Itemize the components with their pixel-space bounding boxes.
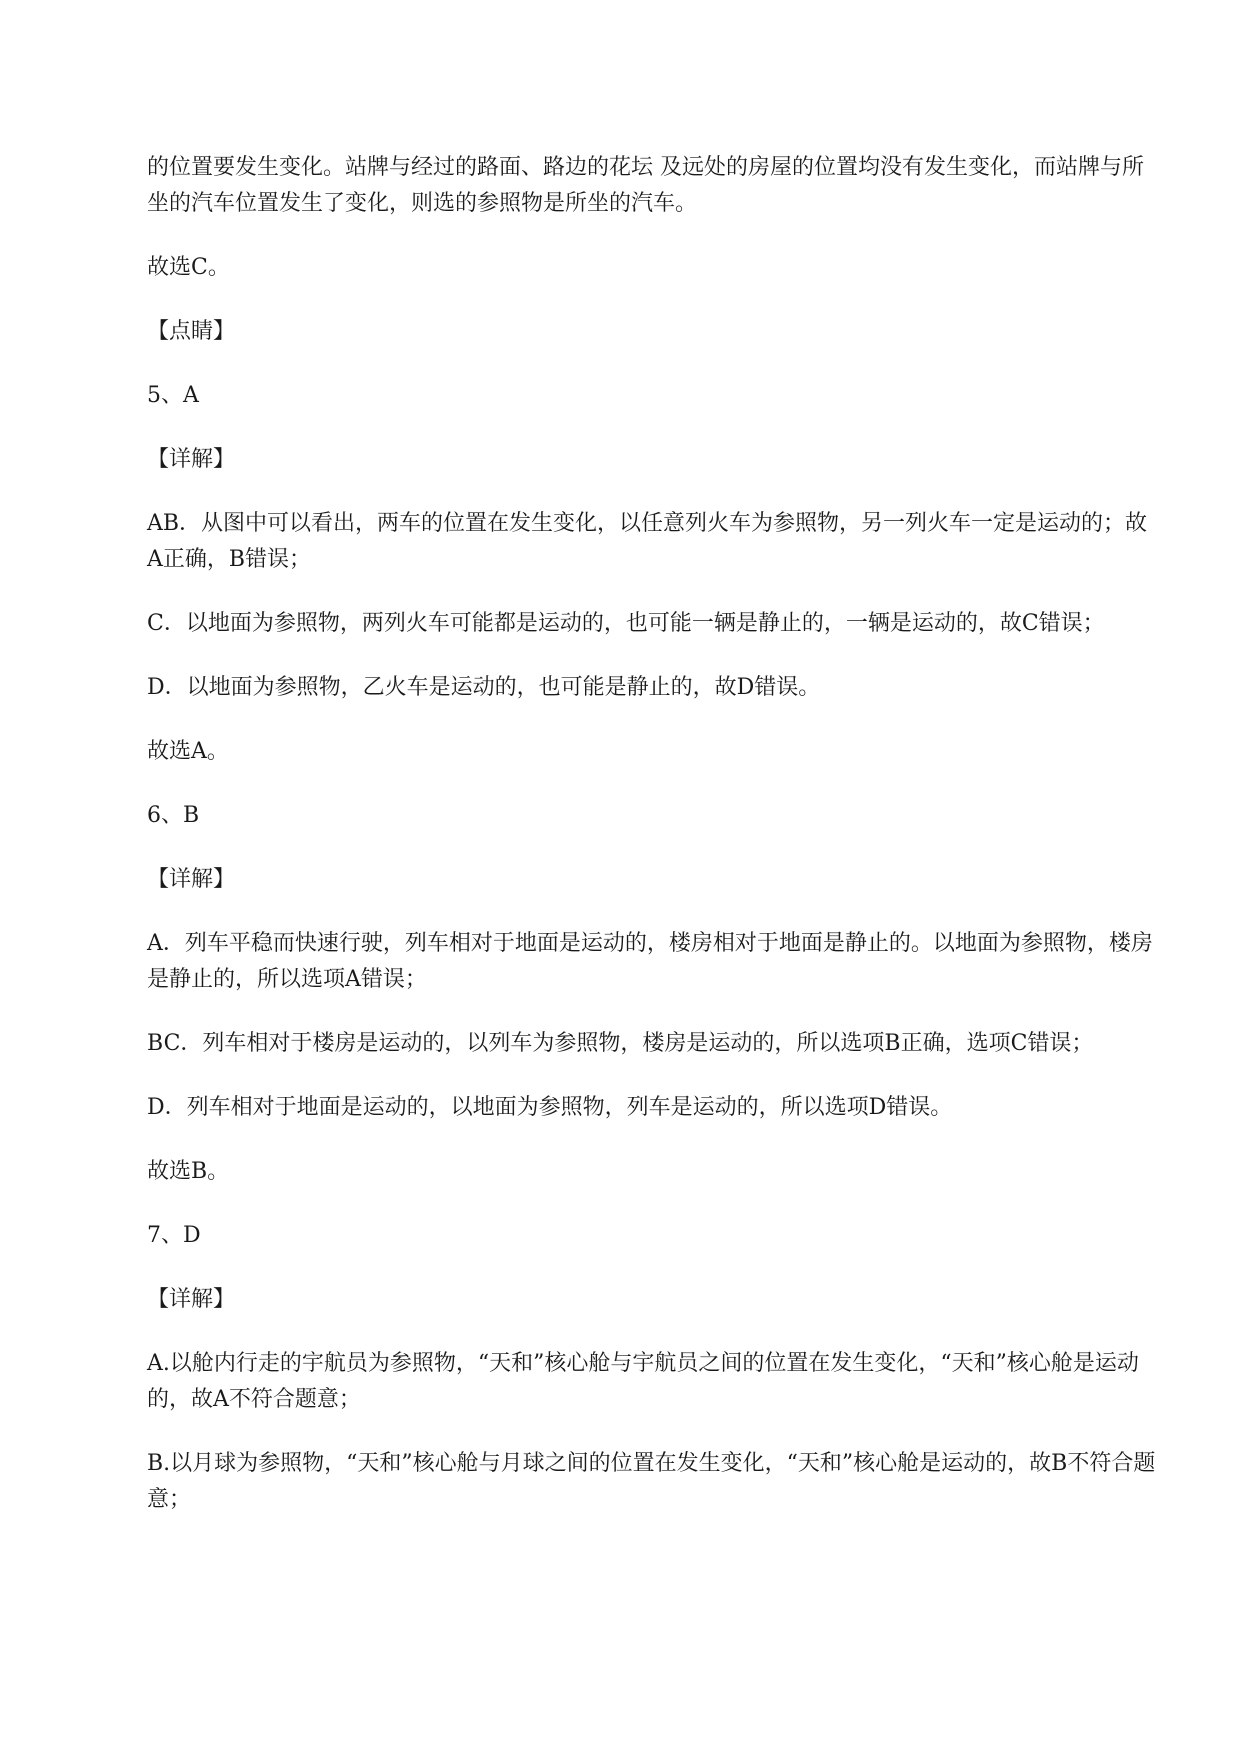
paragraph-continuation: 的位置要发生变化。站牌与经过的路面、路边的花坛 及远处的房屋的位置均没有发生变化，而站牌与所坐的汽车位置发生了变化，则选的参照物是所坐的汽车。 <box>147 155 1144 216</box>
explanation-paragraph: BC．列车相对于楼房是运动的，以列车为参照物，楼房是运动的，所以选项B正确，选项C错误； <box>147 1031 1094 1056</box>
section-heading: 【点睛】 <box>147 319 236 344</box>
section-heading: 【详解】 <box>147 447 236 472</box>
section-heading: 【详解】 <box>147 1287 236 1312</box>
answer-conclusion: 故选A。 <box>147 739 229 764</box>
explanation-paragraph: B.以月球为参照物，“天和”核心舱与月球之间的位置在发生变化，“天和”核心舱是运动的，故B不符合题意； <box>147 1451 1156 1512</box>
answer-conclusion: 故选B。 <box>147 1159 230 1184</box>
explanation-paragraph: AB．从图中可以看出，两车的位置在发生变化，以任意列火车为参照物，另一列火车一定是运动的；故A正确，B错误； <box>147 511 1148 572</box>
document-page <box>147 150 1157 1518</box>
explanation-paragraph: A.以舱内行走的宇航员为参照物，“天和”核心舱与宇航员之间的位置在发生变化，“天和”核心舱是运动的，故A不符合题意； <box>147 1351 1139 1412</box>
explanation-paragraph: D．列车相对于地面是运动的，以地面为参照物，列车是运动的，所以选项D错误。 <box>147 1095 953 1120</box>
section-heading: 【详解】 <box>147 867 236 892</box>
question-answer: 5、A <box>147 383 199 408</box>
explanation-paragraph: D．以地面为参照物，乙火车是运动的，也可能是静止的，故D错误。 <box>147 675 821 700</box>
answer-conclusion: 故选C。 <box>147 255 230 280</box>
explanation-paragraph: C．以地面为参照物，两列火车可能都是运动的，也可能一辆是静止的，一辆是运动的，故C错误； <box>147 611 1105 636</box>
question-answer: 6、B <box>147 803 200 828</box>
question-answer: 7、D <box>147 1223 201 1248</box>
explanation-paragraph: A．列车平稳而快速行驶，列车相对于地面是运动的，楼房相对于地面是静止的。以地面为参照物，楼房是静止的，所以选项A错误； <box>147 931 1153 992</box>
